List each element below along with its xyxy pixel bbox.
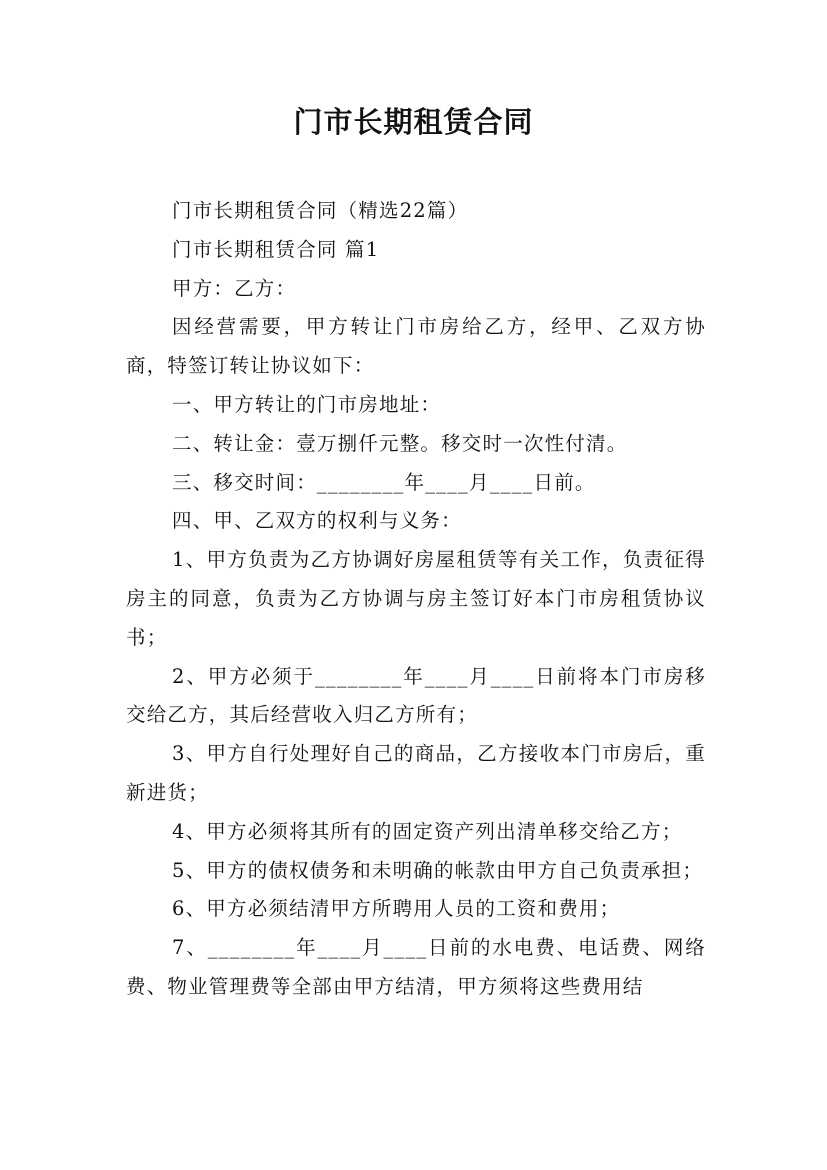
paragraph-clause-1: 一、甲方转让的门市房地址： — [172, 392, 442, 416]
paragraph-parties: 甲方：乙方： — [172, 276, 297, 300]
paragraph-intro: 因经营需要，甲方转让门市房给乙方，经甲、乙双方协商，特签订转让协议如下： — [126, 315, 706, 378]
paragraph-item-6: 6、甲方必须结清甲方所聘用人员的工资和费用； — [172, 897, 621, 921]
paragraph-item-2: 2、甲方必须于________年____月____日前将本门市房移交给乙方，其后经营收入归乙方所有； — [126, 664, 706, 727]
paragraph-clause-3: 三、移交时间：________年____月____日前。 — [172, 470, 596, 494]
paragraph-item-1: 1、甲方负责为乙方协调好房屋租赁等有关工作，负责征得房主的同意，负责为乙方协调与房主签订好本门市房租赁协议书； — [126, 548, 706, 649]
paragraph-item-5: 5、甲方的债权债务和未明确的帐款由甲方自己负责承担； — [172, 858, 704, 882]
paragraph-item-4: 4、甲方必须将其所有的固定资产列出清单移交给乙方； — [172, 819, 683, 843]
paragraph-clause-4: 四、甲、乙双方的权利与义务： — [172, 509, 462, 533]
document-title: 门市长期租赁合同 — [293, 105, 534, 139]
paragraph-subtitle: 门市长期租赁合同（精选22篇） — [172, 199, 469, 222]
paragraph-item-7: 7、________年____月____日前的水电费、电话费、网络费、物业管理费等全部由甲方结清，甲方须将这些费用结 — [126, 936, 706, 998]
paragraph-item-3: 3、甲方自行处理好自己的商品，乙方接收本门市房后，重新进货； — [126, 742, 706, 804]
paragraph-clause-2: 二、转让金：壹万捌仟元整。移交时一次性付清。 — [172, 431, 628, 455]
document-body — [126, 192, 706, 1007]
paragraph-section-heading: 门市长期租赁合同 篇1 — [172, 237, 380, 261]
